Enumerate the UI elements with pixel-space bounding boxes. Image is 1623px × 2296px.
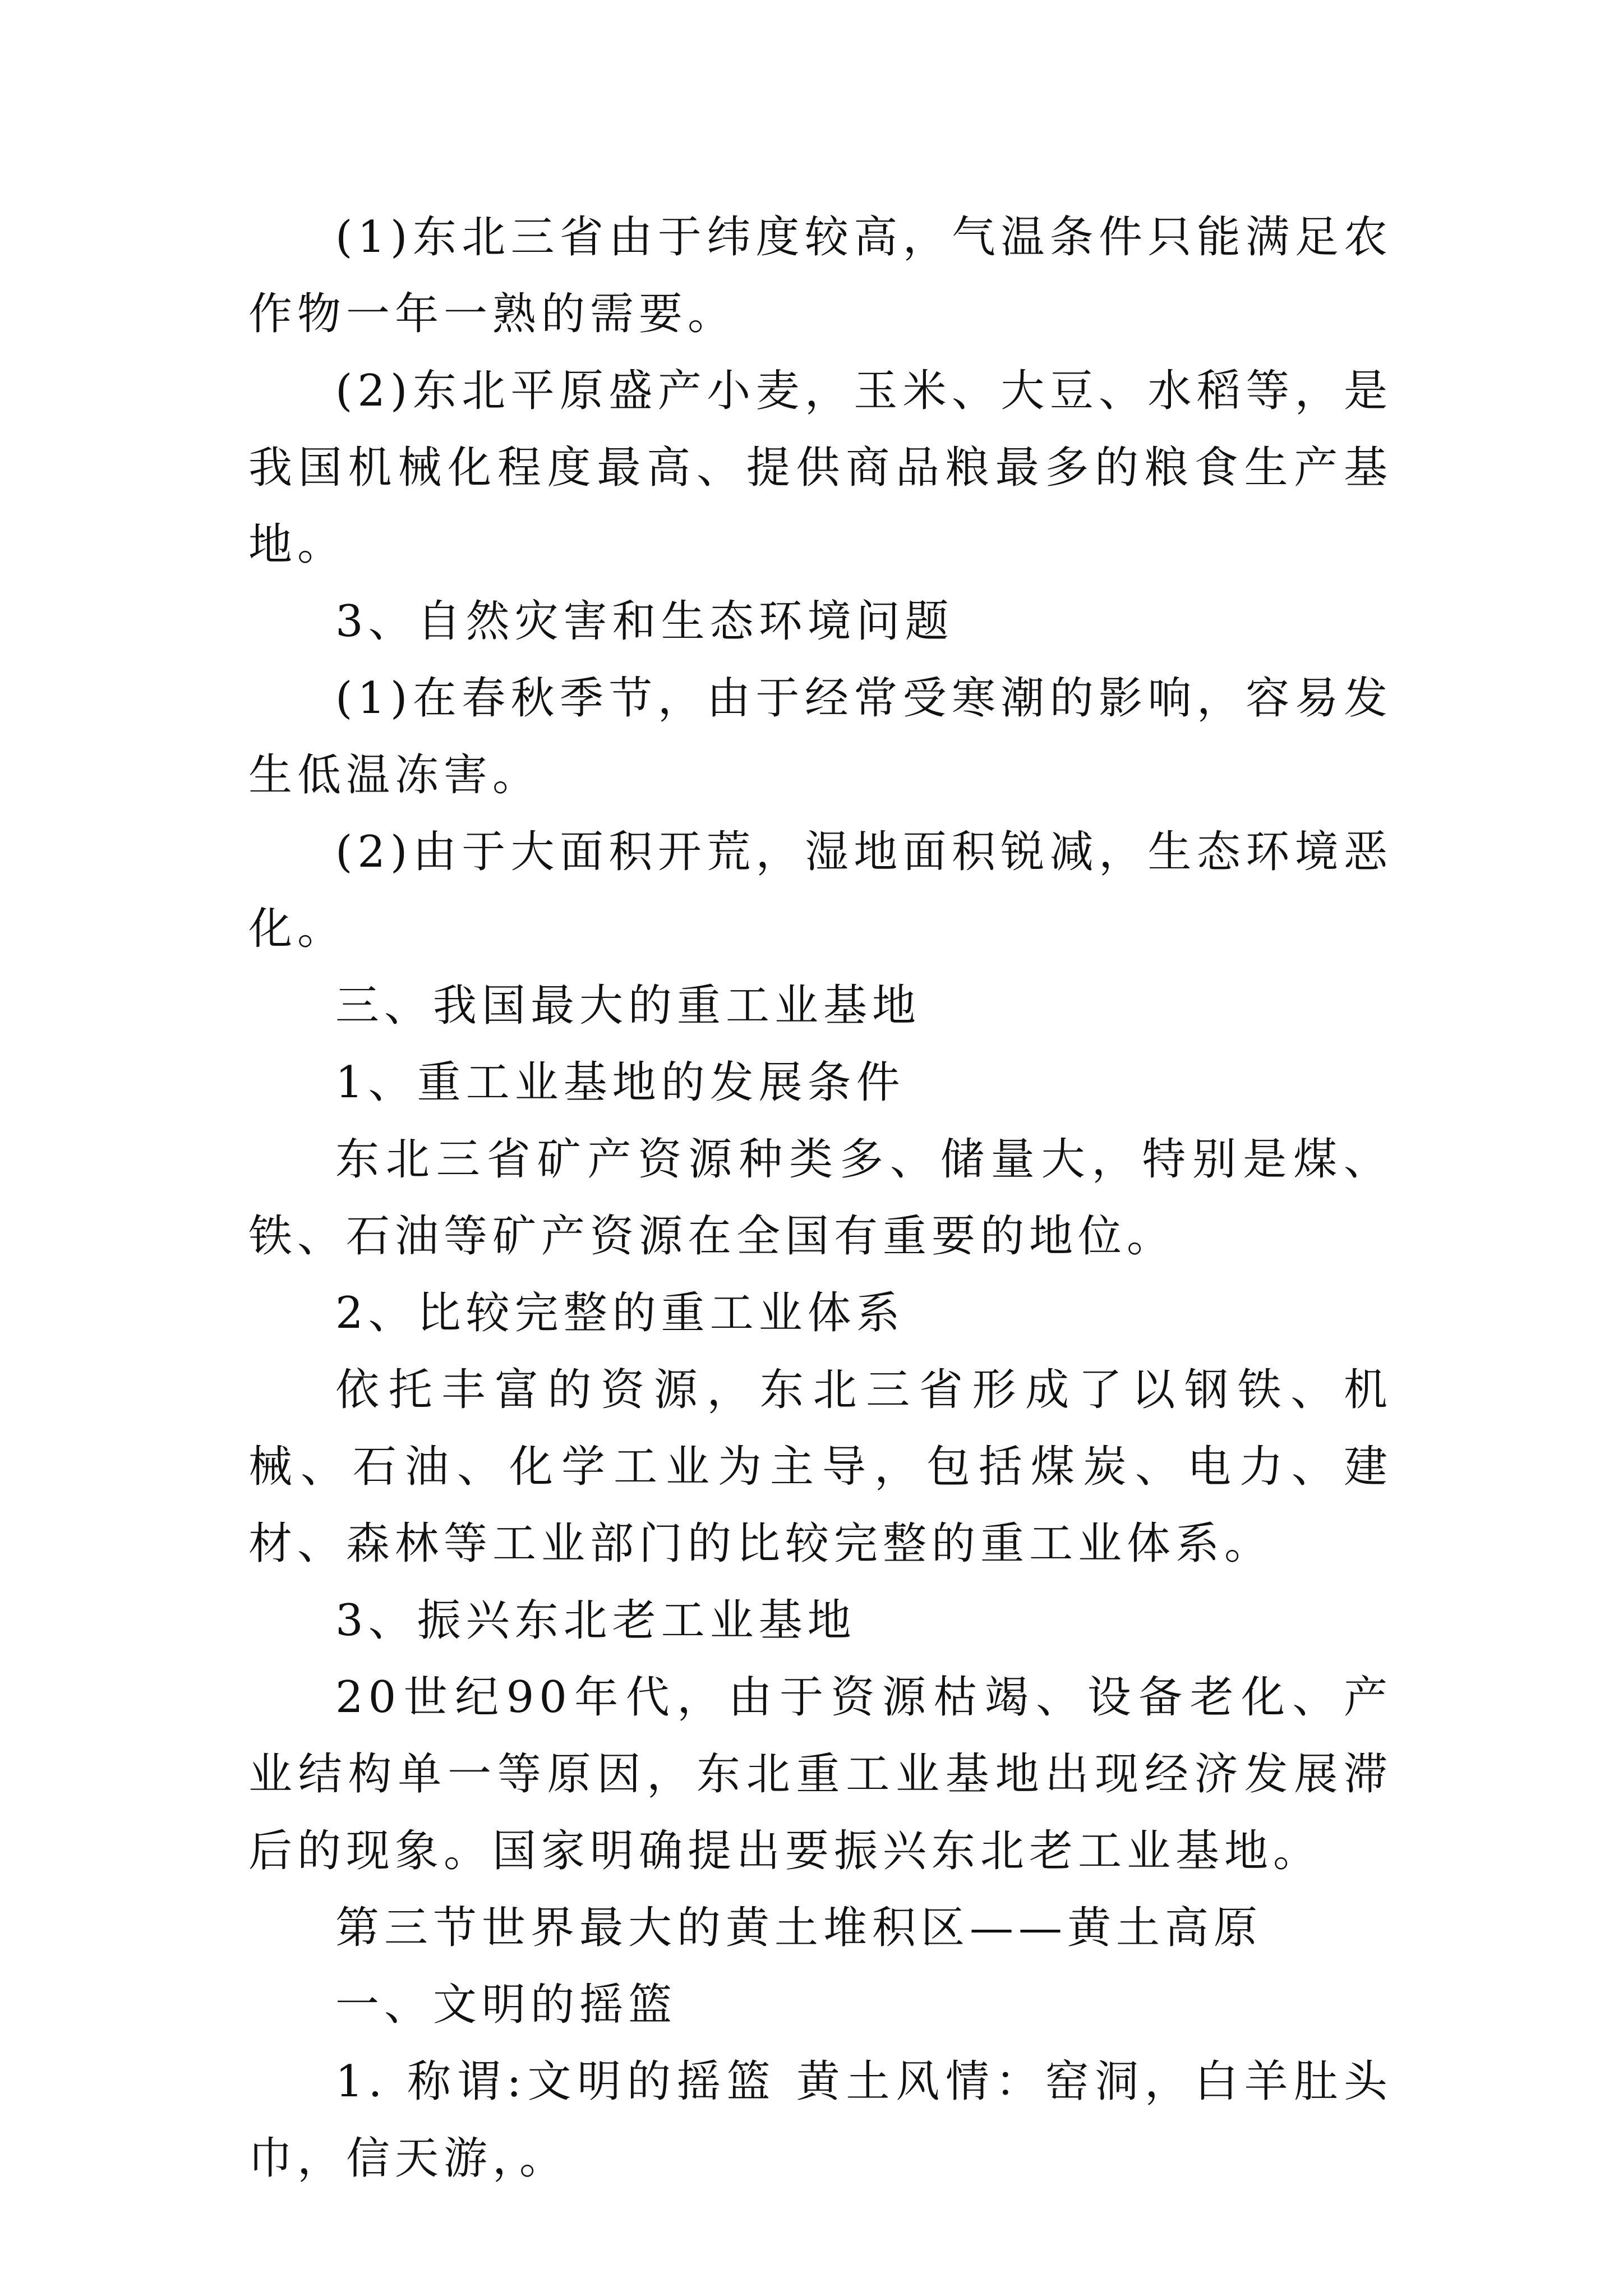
heading-section-loess-plateau: 第三节世界最大的黄土堆积区——黄土高原 [335, 1903, 1263, 1953]
paragraph-northeast-plain-crops: (2)东北平原盛产小麦，玉米、大豆、水稻等，是我国机械化程度最高、提供商品粮最多的粮食生产基地。 [248, 366, 1393, 570]
paragraph-northeast-latitude: (1)东北三省由于纬度较高，气温条件只能满足农作物一年一熟的需要。 [248, 212, 1393, 339]
heading-revitalize-northeast: 3、振兴东北老工业基地 [335, 1595, 856, 1646]
paragraph-cold-wave: (1)在春秋季节，由于经常受寒潮的影响，容易发生低温冻害。 [248, 673, 1393, 800]
paragraph-wetland-loss: (2)由于大面积开荒，湿地面积锐减，生态环境恶化。 [248, 827, 1393, 954]
paragraph-industry-system: 依托丰富的资源，东北三省形成了以钢铁、机械、石油、化学工业为主导，包括煤炭、电力、建材、森林等工业部门的比较完整的重工业体系。 [248, 1365, 1393, 1569]
paragraph-mineral-resources: 东北三省矿产资源种类多、储量大，特别是煤、铁、石油等矿产资源在全国有重要的地位。 [248, 1134, 1393, 1262]
paragraph-loess-customs: 1. 称谓:文明的摇篮 黄土风情：窑洞，白羊肚头巾，信天游，。 [248, 2056, 1393, 2184]
paragraph-revitalize-northeast: 20世纪90年代，由于资源枯竭、设备老化、产业结构单一等原因，东北重工业基地出现经济发展滞后的现象。国家明确提出要振兴东北老工业基地。 [248, 1672, 1393, 1876]
heading-industry-system: 2、比较完整的重工业体系 [335, 1288, 905, 1338]
document-body [248, 199, 1393, 2197]
heading-cradle-of-civilization: 一、文明的摇篮 [335, 1980, 677, 2030]
heading-natural-disasters: 3、自然灾害和生态环境问题 [335, 596, 954, 647]
heading-heavy-industry-base: 三、我国最大的重工业基地 [335, 981, 921, 1031]
heading-development-conditions: 1、重工业基地的发展条件 [335, 1057, 905, 1108]
